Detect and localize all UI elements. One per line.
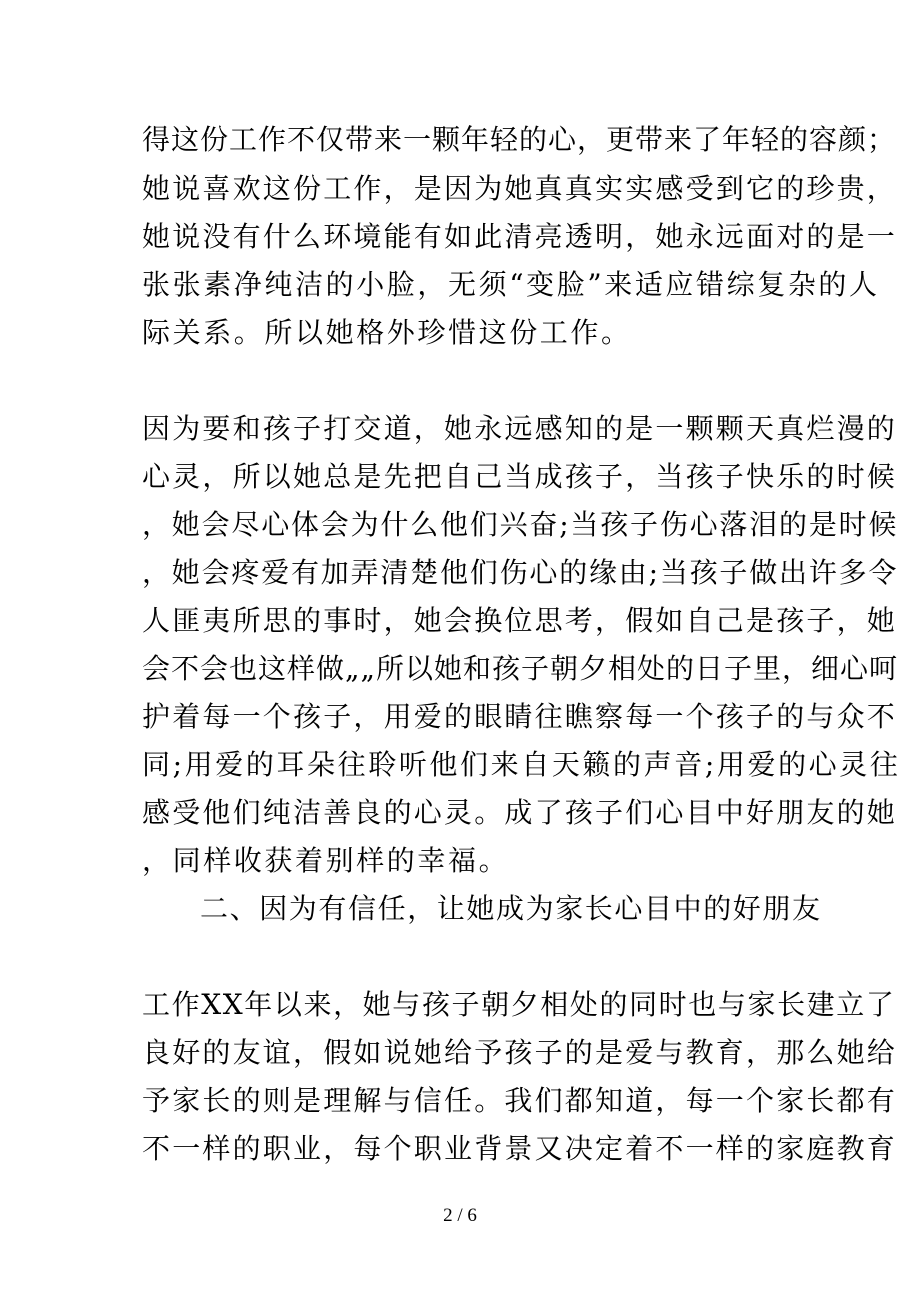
paragraph-2-line-2: 心灵，所以她总是先把自己当成孩子，当孩子快乐的时候: [142, 460, 898, 493]
paragraph-2-line-4: ，她会疼爱有加弄清楚他们伤心的缘由;当孩子做出许多令: [142, 556, 899, 589]
paragraph-2-line-5: 人匪夷所思的事时，她会换位思考，假如自己是孩子，她: [142, 604, 898, 637]
paragraph-3-line-3: 予家长的则是理解与信任。我们都知道，每一个家长都有: [142, 1084, 898, 1117]
paragraph-2-line-9: 感受他们纯洁善良的心灵。成了孩子们心目中好朋友的她: [142, 796, 898, 829]
paragraph-2-line-7: 护着每一个孩子，用爱的眼睛往瞧察每一个孩子的与众不: [142, 700, 898, 733]
paragraph-2-line-10: ，同样收获着别样的幸福。: [142, 844, 510, 877]
paragraph-3-line-2: 良好的友谊，假如说她给予孩子的是爱与教育，那么她给: [142, 1036, 898, 1069]
page-number: 2 / 6: [443, 1205, 477, 1226]
paragraph-1-line-5: 际关系。所以她格外珍惜这份工作。: [142, 316, 632, 349]
paragraph-3-line-1: 工作XX年以来，她与孩子朝夕相处的同时也与家长建立了: [142, 988, 896, 1021]
paragraph-1-line-2: 她说喜欢这份工作，是因为她真真实实感受到它的珍贵，: [142, 172, 898, 205]
paragraph-1-line-1: 得这份工作不仅带来一颗年轻的心，更带来了年轻的容颜；: [142, 123, 897, 156]
section-heading: 二、因为有信任，让她成为家长心目中的好朋友: [200, 892, 822, 925]
paragraph-3-line-4: 不一样的职业，每个职业背景又决定着不一样的家庭教育: [142, 1132, 898, 1165]
paragraph-2-line-1: 因为要和孩子打交道，她永远感知的是一颗颗天真烂漫的: [142, 412, 898, 445]
paragraph-1-line-3: 她说没有什么环境能有如此清亮透明，她永远面对的是一: [142, 220, 898, 253]
paragraph-2-line-6: 会不会也这样做„„所以她和孩子朝夕相处的日子里，细心呵: [142, 652, 899, 685]
paragraph-2-line-8: 同;用爱的耳朵往聆听他们来自天籁的声音;用爱的心灵往: [142, 748, 901, 781]
paragraph-2-line-3: ，她会尽心体会为什么他们兴奋;当孩子伤心落泪的是时候: [142, 508, 899, 541]
paragraph-1-line-4: 张张素净纯洁的小脸，无须“变脸”来适应错综复杂的人: [142, 268, 880, 301]
